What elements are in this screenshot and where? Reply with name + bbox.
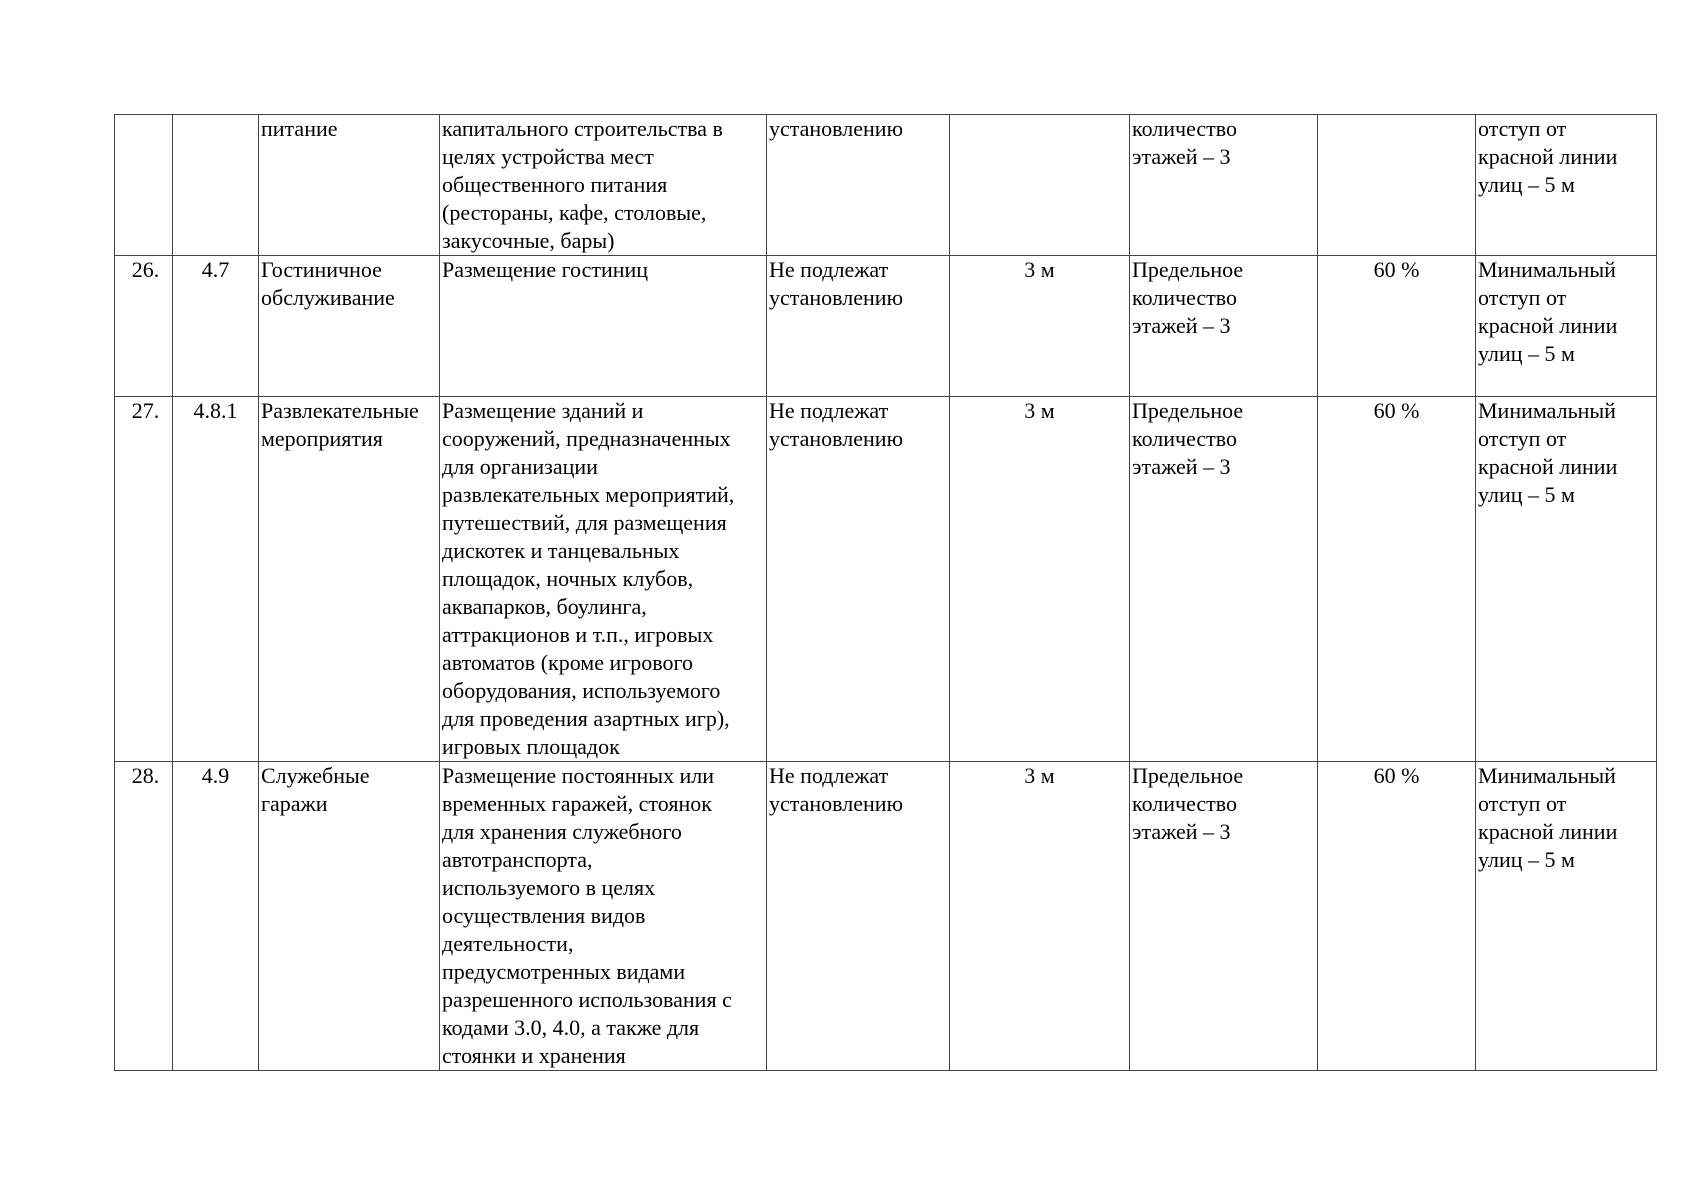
max-floors-cell: Предельное количество этажей – 3 xyxy=(1130,762,1318,1071)
plot-size-cell: установлению xyxy=(767,115,950,256)
use-description-cell: Размещение зданий и сооружений, предназначенных для организации развлекательных мероприятий, путешествий, для размещения дискотек и танцевальных площадок, ночных клубов, аквапарков, боулинга, аттракционов и т.п., игровых автоматов (кроме игрового оборудования, используемого для проведения азартных игр), игровых площадок xyxy=(440,397,767,762)
min-indent-cell: 3 м xyxy=(950,762,1130,1071)
use-description-cell: капитального строительства в целях устройства мест общественного питания (рестораны, кафе, столовые, закусочные, бары) xyxy=(440,115,767,256)
regulations-table xyxy=(114,114,1657,1071)
coverage-percent-cell: 60 % xyxy=(1318,762,1476,1071)
plot-size-cell: Не подлежат установлению xyxy=(767,397,950,762)
row-number-cell: 26. xyxy=(115,256,173,397)
table-row xyxy=(115,762,1657,1071)
max-floors-cell: Предельное количество этажей – 3 xyxy=(1130,256,1318,397)
row-number-cell xyxy=(115,115,173,256)
use-name-cell: Служебные гаражи xyxy=(259,762,440,1071)
table-row xyxy=(115,256,1657,397)
other-params-cell: Минимальный отступ от красной линии улиц – 5 м xyxy=(1476,762,1657,1071)
other-params-cell: Минимальный отступ от красной линии улиц – 5 м xyxy=(1476,397,1657,762)
table-row xyxy=(115,115,1657,256)
min-indent-cell xyxy=(950,115,1130,256)
max-floors-cell: количество этажей – 3 xyxy=(1130,115,1318,256)
table-row xyxy=(115,397,1657,762)
use-code-cell: 4.9 xyxy=(173,762,259,1071)
plot-size-cell: Не подлежат установлению xyxy=(767,256,950,397)
use-code-cell: 4.7 xyxy=(173,256,259,397)
use-name-cell: питание xyxy=(259,115,440,256)
max-floors-cell: Предельное количество этажей – 3 xyxy=(1130,397,1318,762)
use-code-cell xyxy=(173,115,259,256)
min-indent-cell: 3 м xyxy=(950,256,1130,397)
plot-size-cell: Не подлежат установлению xyxy=(767,762,950,1071)
coverage-percent-cell: 60 % xyxy=(1318,397,1476,762)
other-params-cell: Минимальный отступ от красной линии улиц – 5 м xyxy=(1476,256,1657,397)
coverage-percent-cell xyxy=(1318,115,1476,256)
coverage-percent-cell: 60 % xyxy=(1318,256,1476,397)
other-params-cell: отступ от красной линии улиц – 5 м xyxy=(1476,115,1657,256)
use-description-cell: Размещение постоянных или временных гаражей, стоянок для хранения служебного автотранспорта, используемого в целях осуществления видов деятельности, предусмотренных видами разрешенного использования с кодами 3.0, 4.0, а также для стоянки и хранения xyxy=(440,762,767,1071)
row-number-cell: 28. xyxy=(115,762,173,1071)
min-indent-cell: 3 м xyxy=(950,397,1130,762)
use-name-cell: Гостиничное обслуживание xyxy=(259,256,440,397)
use-name-cell: Развлекательные мероприятия xyxy=(259,397,440,762)
use-description-cell: Размещение гостиниц xyxy=(440,256,767,397)
row-number-cell: 27. xyxy=(115,397,173,762)
use-code-cell: 4.8.1 xyxy=(173,397,259,762)
